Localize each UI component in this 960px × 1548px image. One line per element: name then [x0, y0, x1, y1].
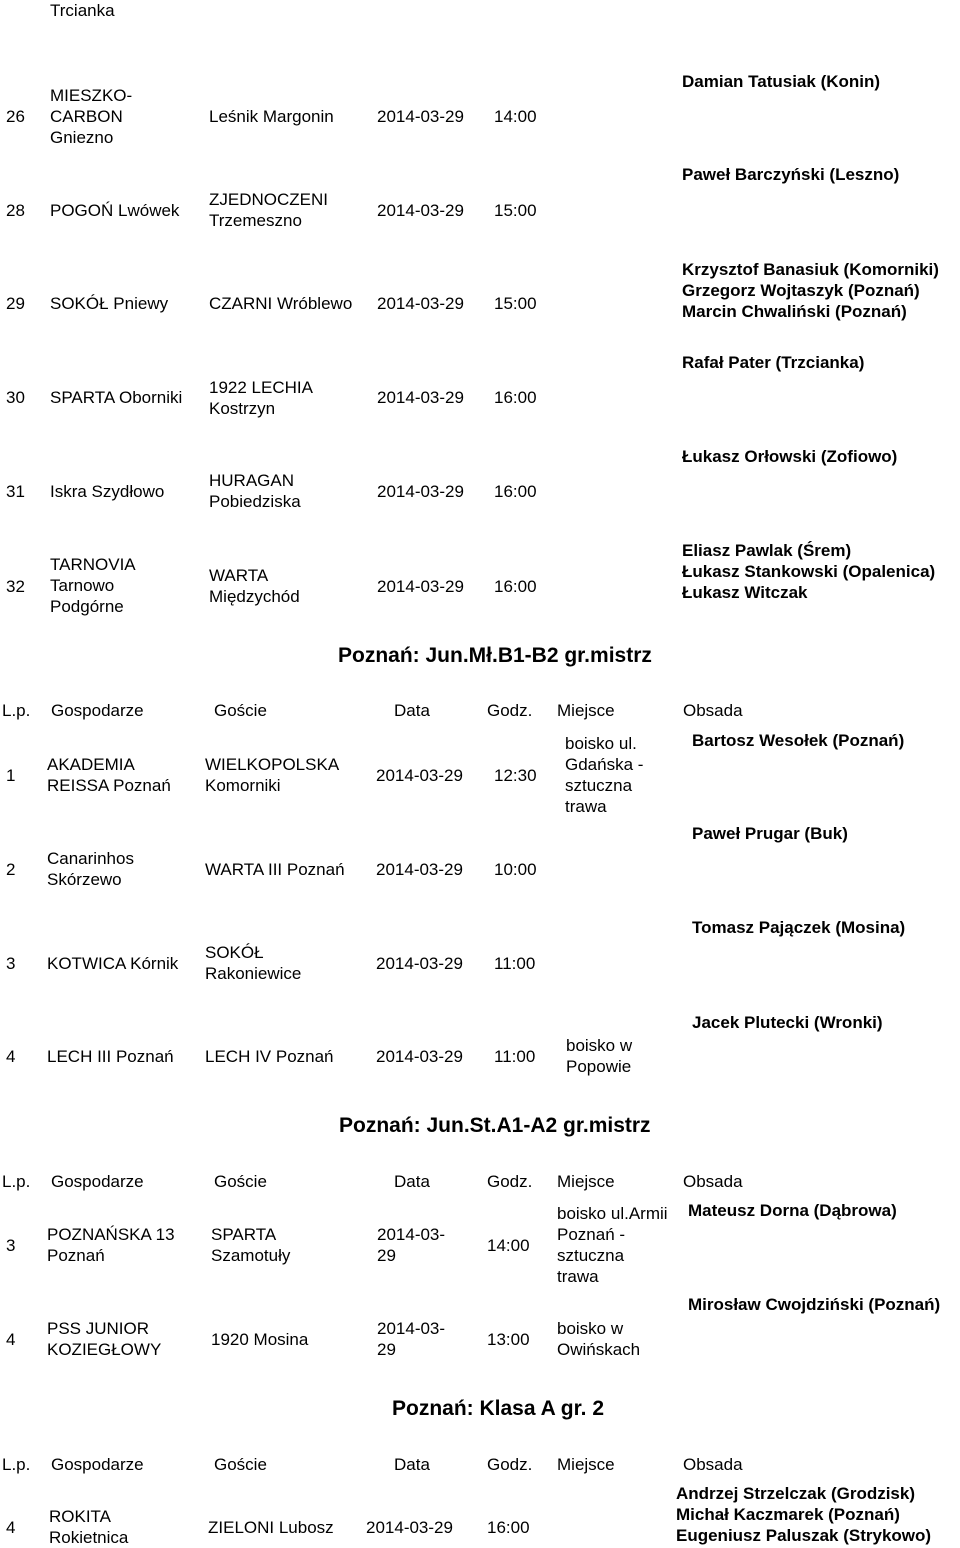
time-cell: 15:00 [494, 201, 537, 220]
lp-cell: 29 [6, 294, 25, 313]
lp-cell: 2 [6, 860, 16, 879]
referee-cell: Mateusz Dorna (Dąbrowa) [688, 1201, 897, 1220]
time-cell: 15:00 [494, 294, 537, 313]
away-team-cell: ZIELONI Lubosz [208, 1518, 334, 1537]
date-cell: 2014-03-29 [377, 201, 464, 220]
header-ref: Obsada [683, 1172, 743, 1191]
away-team-cell: Leśnik Margonin [209, 107, 334, 126]
time-cell: 16:00 [494, 482, 537, 501]
lp-cell: 1 [6, 766, 16, 785]
referee-cell: Bartosz Wesołek (Poznań) [692, 731, 905, 750]
header-place: Miejsce [557, 1455, 615, 1474]
time-cell: 16:00 [494, 577, 537, 596]
date-cell: 2014-03-29 [377, 577, 464, 596]
lp-cell: 4 [6, 1518, 16, 1537]
referee-cell: Tomasz Pajączek (Mosina) [692, 918, 906, 937]
header-home: Gospodarze [51, 701, 144, 720]
home-team-cell: SOKÓŁ Pniewy [50, 294, 169, 313]
header-place: Miejsce [557, 1172, 615, 1191]
home-team-cell: KOTWICA Kórnik [47, 954, 179, 973]
date-cell: 2014-03-29 [376, 860, 463, 879]
time-cell: 10:00 [494, 860, 537, 879]
referee-cell: Krzysztof Banasiuk (Komorniki) Grzegorz Wojtaszyk (Poznań) Marcin Chwaliński (Poznań) [682, 260, 939, 321]
referee-cell: Jacek Plutecki (Wronki) [692, 1013, 883, 1032]
referee-cell: Paweł Prugar (Buk) [692, 824, 848, 843]
header-home: Gospodarze [51, 1172, 144, 1191]
time-cell: 12:30 [494, 766, 537, 785]
home-team-cell: AKADEMIA REISSA Poznań [47, 755, 171, 795]
date-cell: 2014-03- 29 [377, 1225, 446, 1265]
lp-cell: 3 [6, 954, 16, 973]
header-home: Gospodarze [51, 1455, 144, 1474]
time-cell: 11:00 [494, 954, 536, 973]
lp-cell: 28 [6, 201, 25, 220]
away-team-cell: HURAGAN Pobiedziska [209, 471, 301, 511]
home-team-cell: POGOŃ Lwówek [50, 201, 180, 220]
header-date: Data [394, 1455, 430, 1474]
home-team-cell: TARNOVIA Tarnowo Podgórne [50, 555, 136, 616]
away-team-cell: WARTA Międzychód [209, 566, 300, 606]
away-team-cell: WIELKOPOLSKA Komorniki [205, 755, 340, 795]
home-team-cell: MIESZKO- CARBON Gniezno [50, 86, 133, 147]
date-cell: 2014-03-29 [377, 107, 464, 126]
place-cell: boisko ul. Gdańska - sztuczna trawa [565, 734, 644, 816]
section-4-title: Poznań: Klasa A gr. 2 [392, 1397, 604, 1420]
away-team-cell: 1922 LECHIA Kostrzyn [209, 378, 313, 418]
date-cell: 2014-03-29 [366, 1518, 453, 1537]
home-team-cell: Iskra Szydłowo [50, 482, 165, 501]
date-cell: 2014-03-29 [376, 766, 463, 785]
date-cell: 2014-03-29 [377, 482, 464, 501]
header-time: Godz. [487, 701, 533, 720]
time-cell: 16:00 [487, 1518, 530, 1537]
header-away: Goście [214, 1172, 267, 1191]
header-lp: L.p. [2, 701, 31, 720]
away-team-cell: LECH IV Poznań [205, 1047, 334, 1066]
referee-cell: Rafał Pater (Trzcianka) [682, 353, 865, 372]
header-lp: L.p. [2, 1455, 31, 1474]
time-cell: 14:00 [494, 107, 537, 126]
away-team-cell: SOKÓŁ Rakoniewice [205, 943, 302, 983]
section-3-title: Poznań: Jun.St.A1-A2 gr.mistrz [339, 1114, 651, 1137]
place-cell: boisko ul.Armii Poznań - sztuczna trawa [557, 1204, 668, 1286]
date-cell: 2014-03-29 [377, 388, 464, 407]
date-cell: 2014-03- 29 [377, 1319, 446, 1359]
header-time: Godz. [487, 1172, 533, 1191]
lp-cell: 31 [6, 482, 25, 501]
header-fragment: Trcianka [50, 1, 115, 20]
home-team-cell: Canarinhos Skórzewo [47, 849, 134, 889]
date-cell: 2014-03-29 [376, 1047, 463, 1066]
home-team-cell: LECH III Poznań [47, 1047, 174, 1066]
referee-cell: Łukasz Orłowski (Zofiowo) [682, 447, 898, 466]
header-away: Goście [214, 701, 267, 720]
date-cell: 2014-03-29 [377, 294, 464, 313]
referee-cell: Andrzej Strzelczak (Grodzisk) Michał Kaczmarek (Poznań) Eugeniusz Paluszak (Strykowo) [676, 1484, 932, 1545]
lp-cell: 3 [6, 1236, 16, 1255]
away-team-cell: WARTA III Poznań [205, 860, 345, 879]
header-away: Goście [214, 1455, 267, 1474]
lp-cell: 4 [6, 1330, 16, 1349]
date-cell: 2014-03-29 [376, 954, 463, 973]
home-team-cell: ROKITA Rokietnica [49, 1507, 129, 1547]
time-cell: 14:00 [487, 1236, 530, 1255]
referee-cell: Eliasz Pawlak (Śrem) Łukasz Stankowski (Opalenica) Łukasz Witczak [682, 541, 936, 602]
referee-cell: Mirosław Cwojdziński (Poznań) [688, 1295, 941, 1314]
home-team-cell: POZNAŃSKA 13 Poznań [47, 1225, 175, 1265]
lp-cell: 4 [6, 1047, 16, 1066]
place-cell: boisko w Popowie [566, 1036, 633, 1076]
header-place: Miejsce [557, 701, 615, 720]
header-ref: Obsada [683, 701, 743, 720]
header-ref: Obsada [683, 1455, 743, 1474]
away-team-cell: 1920 Mosina [211, 1330, 309, 1349]
time-cell: 13:00 [487, 1330, 530, 1349]
place-cell: boisko w Owińskach [557, 1319, 641, 1359]
time-cell: 11:00 [494, 1047, 536, 1066]
header-date: Data [394, 701, 430, 720]
lp-cell: 32 [6, 577, 25, 596]
home-team-cell: SPARTA Oborniki [50, 388, 183, 407]
header-time: Godz. [487, 1455, 533, 1474]
referee-cell: Paweł Barczyński (Leszno) [682, 165, 900, 184]
time-cell: 16:00 [494, 388, 537, 407]
header-date: Data [394, 1172, 430, 1191]
away-team-cell: CZARNI Wróblewo [209, 294, 353, 313]
away-team-cell: SPARTA Szamotuły [211, 1225, 291, 1265]
lp-cell: 26 [6, 107, 25, 126]
section-2-title: Poznań: Jun.Mł.B1-B2 gr.mistrz [338, 644, 652, 667]
home-team-cell: PSS JUNIOR KOZIEGŁOWY [47, 1319, 162, 1359]
header-lp: L.p. [2, 1172, 31, 1191]
away-team-cell: ZJEDNOCZENI Trzemeszno [209, 190, 328, 230]
lp-cell: 30 [6, 388, 25, 407]
referee-cell: Damian Tatusiak (Konin) [682, 72, 881, 91]
